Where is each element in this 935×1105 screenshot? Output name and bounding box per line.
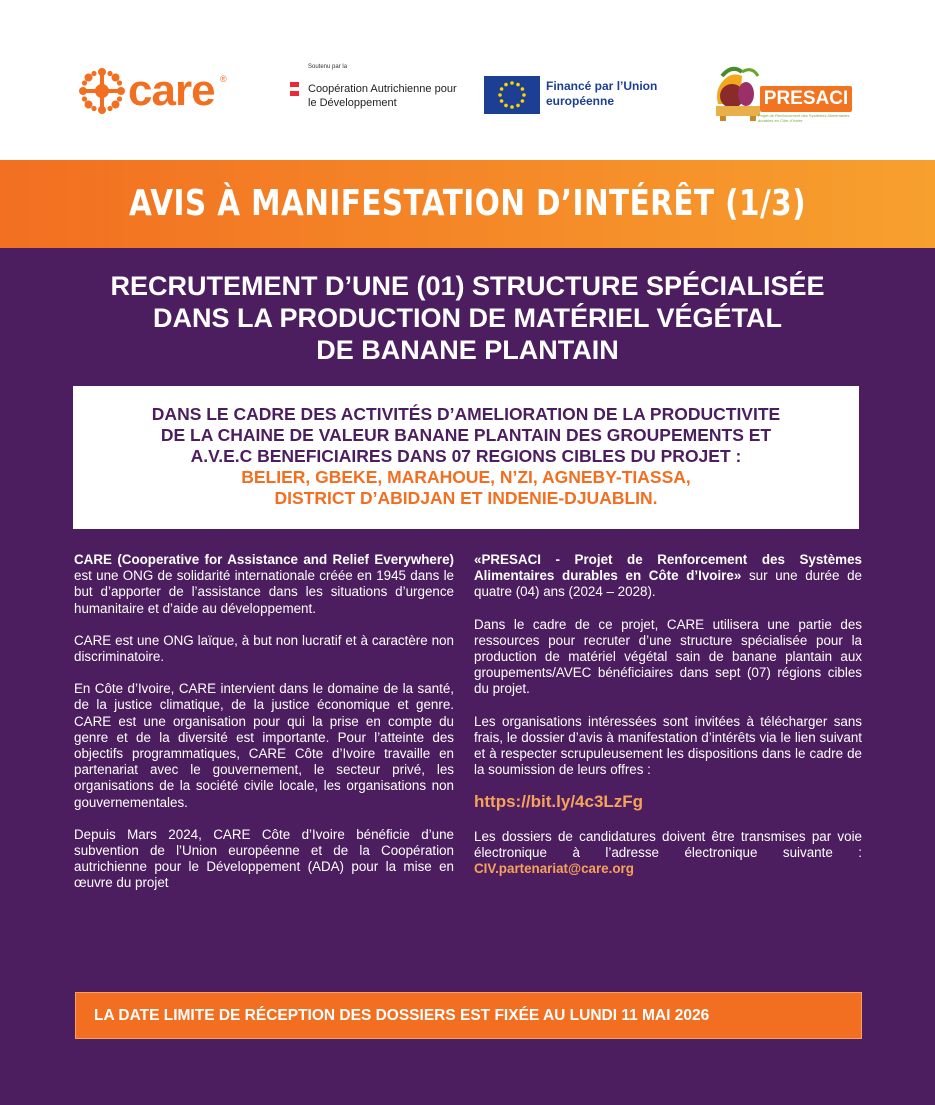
eu-logo [484, 76, 684, 114]
context-regions-2: DISTRICT D’ABIDJAN ET INDENIE-DJUABLIN. [274, 488, 658, 508]
care-full-name: CARE (Cooperative for Assistance and Relief Everywhere) [74, 552, 454, 567]
context-text [83, 404, 849, 509]
download-link[interactable]: https://bit.ly/4c3LzFg [474, 792, 644, 812]
left-paragraph-3: En Côte d’Ivoire, CARE intervient dans le domaine de la santé, de la justice climatique, de la justice économique et genre. CARE est une organisation pour qui la prise en compte du genre et de la diversité est importante. Pour l’atteinte des objectifs programmatiques, CARE Côte d’Ivoire travaille en partenariat avec le gouvernement, le secteur privé, les organisations de la société civile locale, les organisations non gouvernementales. [74, 681, 454, 810]
headline [40, 270, 895, 366]
context-box [73, 386, 859, 529]
deadline-date: LUNDI 11 MAI 2026 [569, 1007, 710, 1024]
left-column [74, 552, 454, 908]
left-paragraph-1 [74, 552, 454, 617]
right-paragraph-1-text: sur une durée de quatre (04) ans (2024 – 2028). [474, 568, 862, 600]
presaci-wordmark: PRESACI [760, 86, 852, 112]
ada-logo [290, 62, 460, 132]
presaci-logo [712, 64, 854, 124]
context-line-2: DE LA CHAINE DE VALEUR BANANE PLANTAIN DES GROUPEMENTS ET [160, 425, 772, 445]
eu-funding-text: Financé par l’Union européenne [546, 79, 658, 108]
presaci-tagline: Projet de Renforcement des Systèmes Alimentaires durables en Côte d’Ivoire [758, 113, 850, 123]
left-paragraph-1-text: est une ONG de solidarité internationale créée en 1945 dans le but d’apporter de l’assistance dans les situations d’urgence humanitaire et d’aide au développement. [74, 568, 454, 616]
deadline-label: LA DATE LIMITE DE RÉCEPTION DES DOSSIERS EST FIXÉE AU [94, 1007, 570, 1024]
presaci-full-name: «PRESACI - Projet de Renforcement des Systèmes Alimentaires durables en Côte d’Ivoire» [474, 552, 862, 584]
left-paragraph-2: CARE est une ONG laïque, à but non lucratif et à caractère non discriminatoire. [74, 632, 454, 665]
left-paragraph-4: Depuis Mars 2024, CARE Côte d’Ivoire bénéficie d’une subvention de l’Union européenne et de la Coopération autrichienne pour le Développement (ADA) pour la mise en œuvre du projet [74, 826, 454, 891]
contact-email-link[interactable]: CIV.partenariat@care.org [474, 861, 634, 877]
title-banner [0, 160, 935, 248]
deadline-bar [75, 992, 862, 1039]
care-starburst-icon [78, 67, 126, 115]
care-wordmark: care [128, 66, 215, 115]
right-paragraph-4 [474, 829, 862, 878]
right-paragraph-4-text: Les dossiers de candidatures doivent être transmises par voie électronique à l’adresse électronique suivante : [474, 828, 862, 860]
deadline-text [94, 993, 709, 1038]
care-logo [78, 66, 228, 116]
right-paragraph-3: Les organisations intéressées sont invitées à télécharger sans frais, le dossier d’avis à manifestation d’intérêts via le lien suivant et à respecter scrupuleusement les dispositions dans le cadre de la soumission de leurs offres : [474, 713, 862, 778]
right-paragraph-2: Dans le cadre de ce projet, CARE utilisera une partie des ressources pour recruter d’une structure spécialisée pour la production de matériel végétal sain de banane plantain aux groupements/AVEC bénéficiaires dans sept (07) régions cibles du projet. [474, 616, 862, 697]
headline-line-1: RECRUTEMENT D’UNE (01) STRUCTURE SPÉCIALISÉE [110, 271, 825, 301]
eu-flag-icon [484, 76, 540, 114]
logo-bar [0, 0, 935, 160]
austria-flag-icon [290, 82, 299, 96]
context-line-3: A.V.E.C BENEFICIAIRES DANS 07 REGIONS CIBLES DU PROJET : [190, 446, 742, 466]
care-registered-mark: ® [220, 74, 227, 84]
ada-name: Coopération Autrichienne pour le Développement [308, 83, 457, 109]
right-paragraph-1 [474, 552, 862, 601]
headline-line-3: DE BANANE PLANTAIN [316, 335, 619, 365]
banner-title: AVIS À MANIFESTATION D’INTÉRÊT (1/3) [128, 183, 807, 224]
headline-line-2: DANS LA PRODUCTION DE MATÉRIEL VÉGÉTAL [152, 303, 782, 333]
context-line-1: DANS LE CADRE DES ACTIVITÉS D’AMELIORATION DE LA PRODUCTIVITE [151, 404, 781, 424]
context-regions-1: BELIER, GBEKE, MARAHOUE, N’ZI, AGNEBY-TIASSA, [241, 467, 691, 487]
ada-supported-by: Soutenu par la [308, 64, 348, 70]
right-column [474, 552, 862, 893]
